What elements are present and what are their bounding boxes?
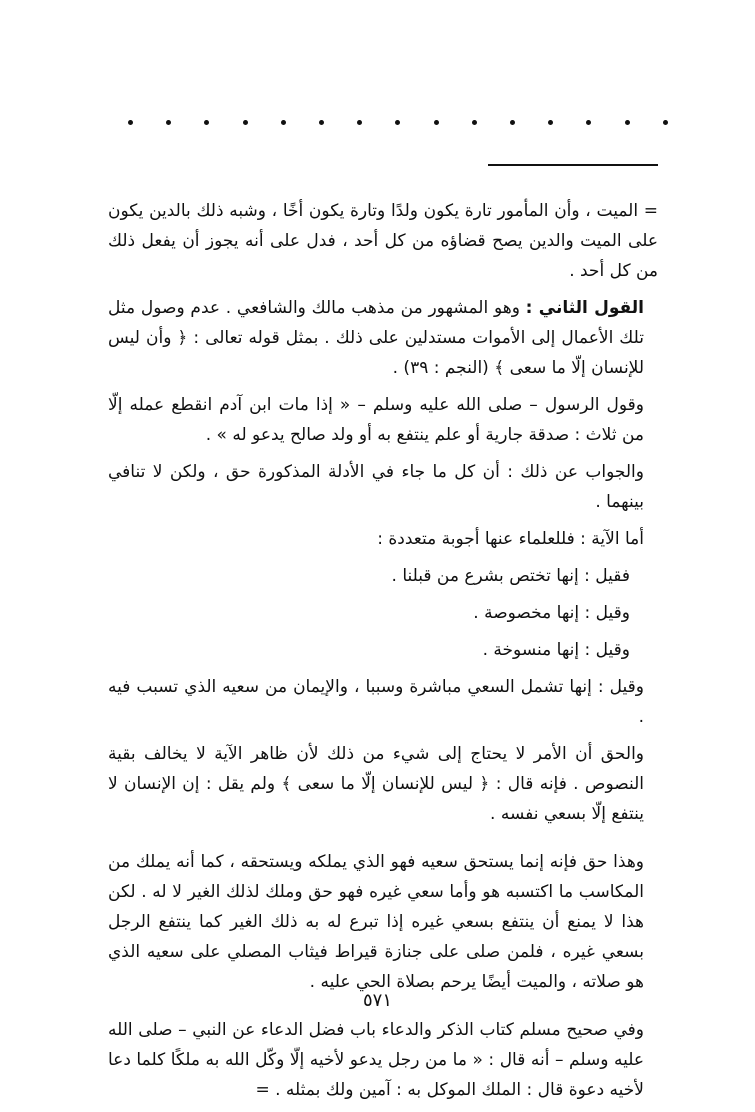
leader-dot: [281, 120, 286, 125]
page-number: ٥٧١: [362, 990, 392, 1011]
paragraph-3: وقول الرسول – صلى الله عليه وسلم – « إذا مات ابن آدم انقطع عمله إلّا من ثلاث : صدقة جارية أو علم ينتفع به أو ولد صالح يدعو له » .: [108, 395, 644, 445]
footnote-body: [108, 196, 658, 1112]
paragraph-6: والحق أن الأمر لا يحتاج إلى شيء من ذلك لأن ظاهر الآية لا يخالف بقية النصوص . فإنه قال : ﴿ ليس للإنسان إلّا ما سعى ﴾ ولم يقل : إن الإنسان لا ينتفع إلّا بسعي نفسه .: [108, 744, 644, 824]
dot-leader-row: [128, 118, 668, 126]
paragraph-1: = الميت ، وأن المأمور تارة يكون ولدًا وتارة يكون أخًا ، وشبه ذلك بالدين يكون على الميت والدين يصح قضاؤه من كل أحد ، فدل على أنه يجوز أن يفعل ذلك من كل أحد .: [108, 201, 658, 281]
paragraph-2-text: وهو المشهور من مذهب مالك والشافعي . عدم وصول مثل تلك الأعمال إلى الأموات مستدلين على ذلك . بمثل قوله تعالى : ﴿ وأن ليس للإنسان إلّا ما سعى ﴾ (النجم : ٣٩) .: [108, 298, 644, 378]
leader-dot: [204, 120, 209, 125]
paragraph-5: أما الآية : فللعلماء عنها أجوبة متعددة :: [377, 529, 644, 549]
answer-3: وقيل : إنها منسوخة .: [482, 640, 630, 660]
paragraph-8: وفي صحيح مسلم كتاب الذكر والدعاء باب فضل الدعاء عن النبي – صلى الله عليه وسلم – أنه قال : « ما من رجل يدعو لأخيه إلّا وكّل الله به ملكًا كلما دعا لأخيه دعوة قال : الملك الموكل به : آمين ولك بمثله . =: [108, 1020, 644, 1100]
answer-1: فقيل : إنها تختص بشرع من قبلنا .: [391, 566, 630, 586]
leader-dot: [586, 120, 591, 125]
leader-dot: [510, 120, 515, 125]
leader-dot: [243, 120, 248, 125]
second-opinion-heading: القول الثاني :: [525, 298, 644, 318]
leader-dot: [625, 120, 630, 125]
leader-dot: [319, 120, 324, 125]
leader-dot: [128, 120, 133, 125]
footnote-separator: [488, 164, 658, 166]
leader-dot: [166, 120, 171, 125]
paragraph-7: وهذا حق فإنه إنما يستحق سعيه فهو الذي يملكه ويستحقه ، كما أنه يملك من المكاسب ما اكتسبه هو وأما سعي غيره فهو حق وملك لذلك الغير لا له . لكن هذا لا يمنع أن ينتفع بسعي غيره إذا تبرع له به ذلك الغير كما ينتفع الرجل بسعي غيره ، فلمن صلى على جنازة قيراط فيثاب المصلي على سعيه الذي هو صلاته ، والميت أيضًا يرحم بصلاة الحي عليه .: [108, 852, 644, 992]
answer-2: وقيل : إنها مخصوصة .: [473, 603, 630, 623]
paragraph-2: [108, 293, 658, 383]
leader-dot: [548, 120, 553, 125]
answer-4: وقيل : إنها تشمل السعي مباشرة وسببا ، والإيمان من سعيه الذي تسبب فيه .: [108, 677, 644, 727]
leader-dot: [395, 120, 400, 125]
leader-dot: [663, 120, 668, 125]
paragraph-4: والجواب عن ذلك : أن كل ما جاء في الأدلة المذكورة حق ، ولكن لا تنافي بينهما .: [108, 462, 644, 512]
leader-dot: [357, 120, 362, 125]
leader-dot: [434, 120, 439, 125]
leader-dot: [472, 120, 477, 125]
